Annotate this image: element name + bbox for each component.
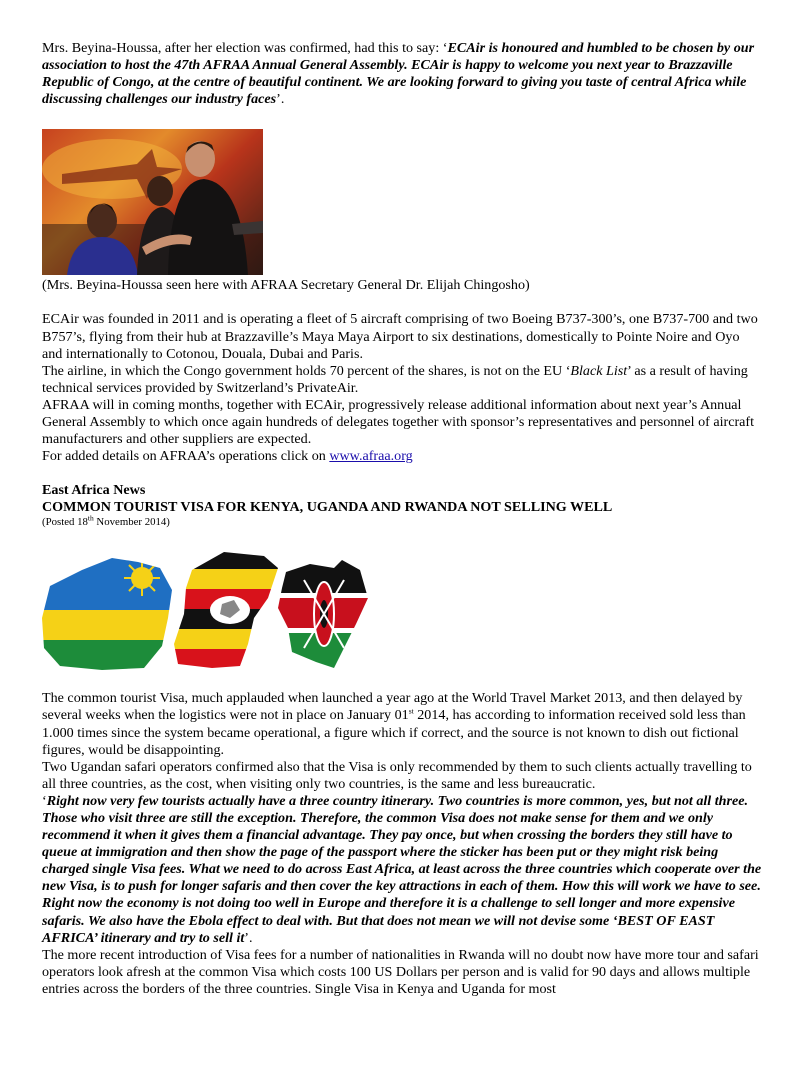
event-photo-image (42, 129, 263, 275)
visa-text-a: The common tourist Visa, much applauded when launched a year ago at the World Travel Market 2013, and then delayed by several weeks when the logistics were not in place on January 01 (42, 690, 743, 724)
quote-text: ECAir is honoured and humbled to be chosen by our association to host the 47th AFRAA Annual General Assembly. ECAir is happy to welcome you next year to Brazzaville Republic of Congo, at the centre of beautiful continent. We are looking forward to giving you taste of central Africa while discussing challenges our industry faces (42, 40, 755, 108)
country-flag-maps (42, 548, 372, 670)
document-page (42, 40, 762, 998)
details-text: For added details on AFRAA’s operations click on (42, 448, 330, 465)
paragraph-afraa: AFRAA will in coming months, together with ECAir, progressively release additional information about next year’s Annual General Assembly to which once again hundreds of delegates together with sponsor’s representatives and personnel of aircraft manufacturers and other suppliers are expected. (42, 396, 755, 448)
kenya-map (276, 548, 372, 670)
quote2-end: ’. (244, 929, 253, 946)
posted-sup: th (87, 513, 94, 523)
airline-text-a: The airline, in which the Congo government holds 70 percent of the shares, is not on the EU ‘ (42, 362, 571, 379)
rwanda-map (42, 548, 177, 670)
article-headline: COMMON TOURIST VISA FOR KENYA, UGANDA AND RWANDA NOT SELLING WELL (42, 499, 613, 516)
paragraph-rwanda: The more recent introduction of Visa fees for a number of nationalities in Rwanda will no doubt now have more tour and safari operators look afresh at the common Visa which costs 100 US Dollars per person and is valid for 90 days and allows multiple entries across the borders of the three countries. Single Visa in Kenya and Uganda for most (42, 946, 759, 997)
paragraph-founded: ECAir was founded in 2011 and is operating a fleet of 5 aircraft comprising of two Boeing B737-300’s, one B737-700 and two B757’s, flying from their hub at Brazzaville’s Maya Maya Airport to six destinations, domestically to Pointe Noire and Oyo and internationally to Cotonou, Douala, Dubai and Paris. (42, 311, 758, 362)
posted-text-a: (Posted 18 (42, 516, 88, 529)
posted-text-b: November 2014) (93, 516, 170, 529)
visa-sup: st (408, 706, 414, 716)
operator-quote (42, 793, 762, 947)
uganda-map (172, 548, 282, 670)
paragraph-details (42, 448, 762, 465)
photo-caption: (Mrs. Beyina-Houssa seen here with AFRAA Secretary General Dr. Elijah Chingosho) (42, 277, 530, 294)
event-photo (42, 129, 263, 275)
quote2-open: ‘ (42, 792, 47, 809)
quote-paragraph (42, 40, 762, 108)
quote-intro: Mrs. Beyina-Houssa, after her election was confirmed, had this to say: ‘ (42, 40, 448, 56)
paragraph-airline (42, 363, 762, 397)
afraa-link[interactable]: www.afraa.org (329, 448, 413, 465)
black-list-term: Black List (570, 362, 628, 379)
paragraph-operators: Two Ugandan safari operators confirmed also that the Visa is only recommended by them to such clients actually travelling to all three countries, as the cost, when visiting only two countries, is the same and less bureaucratic. (42, 758, 752, 792)
posted-date (42, 513, 762, 529)
paragraph-visa (42, 690, 762, 758)
quote-end: ’. (276, 91, 285, 108)
operator-quote-text: Right now very few tourists actually have a three country itinerary. Two countries is more common, yes, but not all three. Those who visit three are still the exception. Therefore, the common Visa does not make sense for them and we only recommend it when it gives them a financial advantage. They pay once, but when crossing the borders they still have to queue at immigration and then show the page of the passport where the sticker has been put or they might risk being charged single Visa fees. What we need to do across East Africa, at least across the three countries which cooperate over the new Visa, is to push for longer safaris and then cover the key attractions in each of them. How this will work we have to see. Right now the economy is not doing too well in Europe and therefore it is a challenge to sell longer and more expensive safaris. We also have the Ebola effect to deal with. But that does not mean we will not devise some ‘BEST OF EAST AFRICA’ itinerary and try to sell it (42, 792, 762, 946)
airline-text-b: ’ as a result of having technical services provided by Switzerland’s PrivateAir. (42, 362, 748, 396)
visa-text-b: 2014, has according to information received sold less than 1.000 times since the system became operational, a figure which if correct, and the source is not known to dish out fictional figures, would be disappointing. (42, 707, 746, 758)
flag-maps-image (42, 548, 372, 670)
section-label: East Africa News (42, 482, 146, 499)
